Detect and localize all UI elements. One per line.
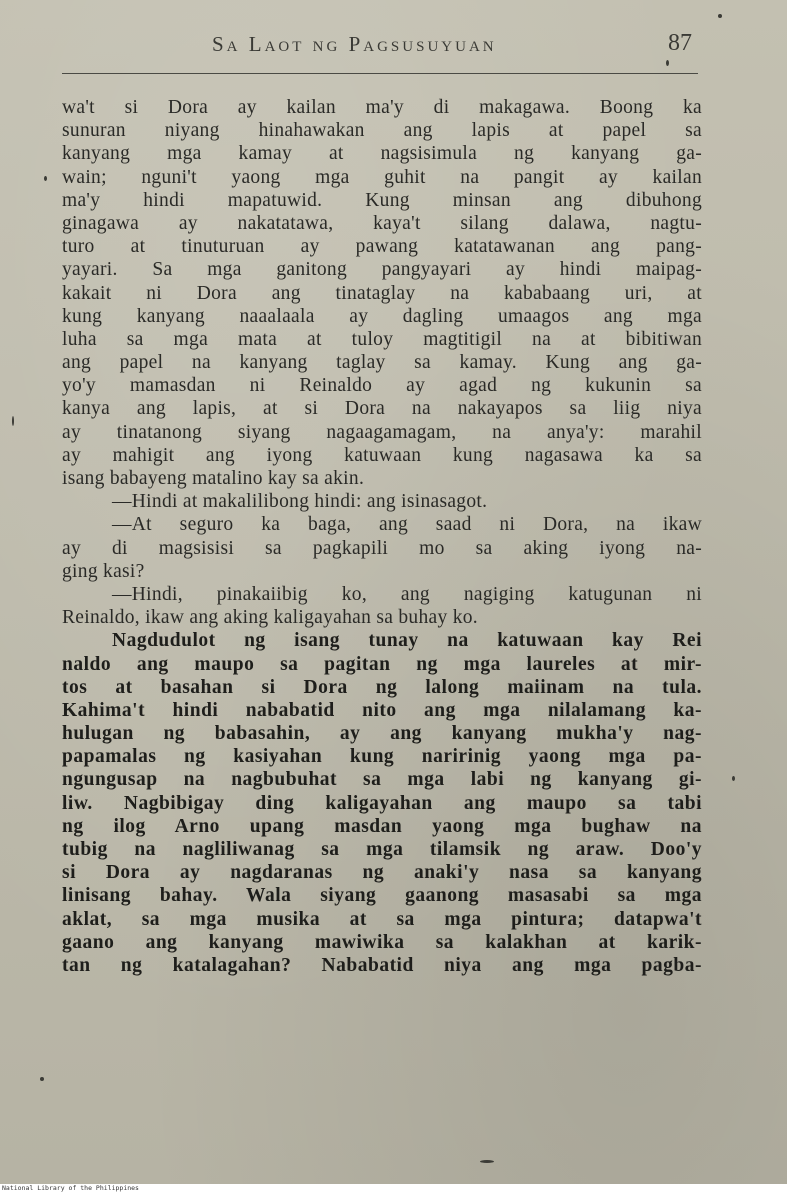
footer [0,1184,787,1193]
paper-speck [12,416,14,426]
text-line-6: ginagawa ay nakatatawa, kaya't silang dalawa, nagtu- [62,212,702,234]
text-line-13: yo'y mamasdan ni Reinaldo ay agad ng kukunin sa [62,375,702,397]
body-text [62,96,702,977]
running-head [62,28,702,64]
text-line-1: wa't si Dora ay kailan ma'y di makagawa. Boong ka [62,97,702,118]
text-line-17: isang babayeng matalino kay sa akin. [62,468,365,489]
page-number: 87 [668,30,692,56]
text-line-3: kanyang mga kamay at nagsisimula ng kanyang ga- [62,143,702,165]
text-line-28: hulugan ng babasahin, ay ang kanyang mukha'y nag- [62,723,702,745]
text-line-36: aklat, sa mga musika at sa mga pintura; datapwa't [62,908,702,930]
text-line-12: ang papel na kanyang taglay sa kamay. Kung ang ga- [62,352,702,374]
text-line-8: yayari. Sa mga ganitong pangyayari ay hindi maipag- [62,259,702,281]
text-line-33: tubig na nagliliwanag sa mga tilamsik ng araw. Doo'y [62,839,702,860]
text-line-30: ngungusap na nagbubuhat sa mga labi ng kanyang gi- [62,769,702,791]
text-line-5: ma'y hindi mapatuwid. Kung minsan ang dibuhong [62,189,702,211]
text-line-38: tan ng katalagahan? Nababatid niya ang mga pagba- [62,954,702,976]
text-line-34: si Dora ay nagdaranas ng anaki'y nasa sa kanyang [62,862,702,884]
header-rule [62,73,698,74]
running-title: Sa Laot ng Pagsusuyuan [212,32,497,56]
text-line-26: tos at basahan si Dora ng lalong maiinam na tula. [62,676,702,698]
text-line-4: wain; nguni't yaong mga guhit na pangit ay kailan [62,166,702,188]
text-line-24: Nagdudulot ng isang tunay na katuwaan kay Rei [112,630,702,652]
text-line-15: ay tinatanong siyang nagaagamagam, na anya'y: marahil [62,421,702,443]
text-line-21: ging kasi? [62,560,145,582]
paper-speck [40,1077,44,1081]
text-line-16: ay mahigit ang iyong katuwaan kung nagasawa ka sa [62,444,702,466]
text-line-9: kakait ni Dora ang tinataglay na kababaang uri, at [62,282,702,304]
text-line-19: —At seguro ka baga, ang saad ni Dora, na ikaw [112,514,702,536]
text-line-20: ay di magsisisi sa pagkapili mo sa aking iyong na- [62,537,702,559]
text-line-27: Kahima't hindi nababatid nito ang mga nilalamang ka- [62,699,702,721]
paper-speck [666,60,669,66]
text-line-7: turo at tinuturuan ay pawang katatawanan ang pang- [62,236,702,258]
text-line-31: liw. Nagbibigay ding kaligayahan ang maupo sa tabi [62,792,702,814]
paper-speck [480,1160,494,1163]
text-line-11: luha sa mga mata at tuloy magtitigil na at bibitiwan [62,328,702,350]
text-line-22: —Hindi, pinakaiibig ko, ang nagiging katugunan ni [112,583,702,605]
paper-speck [44,176,47,181]
text-line-14: kanya ang lapis, at si Dora na nakayapos sa liig niya [62,398,702,420]
text-line-23: Reinaldo, ikaw ang aking kaligayahan sa buhay ko. [62,607,478,629]
text-line-37: gaano ang kanyang mawiwika sa kalakhan at karik- [62,931,702,953]
paper-speck [732,776,735,781]
paper-speck [718,14,722,18]
text-line-25: naldo ang maupo sa pagitan ng mga laureles at mir- [62,653,702,675]
text-line-2: sunuran niyang hinahawakan ang lapis at papel sa [62,120,702,142]
text-line-29: papamalas ng kasiyahan kung naririnig yaong mga pa- [62,746,702,768]
text-line-10: kung kanyang naaalaala ay dagling umaagos ang mga [62,305,702,327]
text-line-18: —Hindi at makalilibong hindi: ang isinasagot. [112,491,488,513]
text-line-35: linisang bahay. Wala siyang gaanong masasabi sa mga [62,885,702,907]
text-line-32: ng ilog Arno upang masdan yaong mga bughaw na [62,815,702,837]
library-attribution: National Library of the Philippines [2,1184,139,1192]
